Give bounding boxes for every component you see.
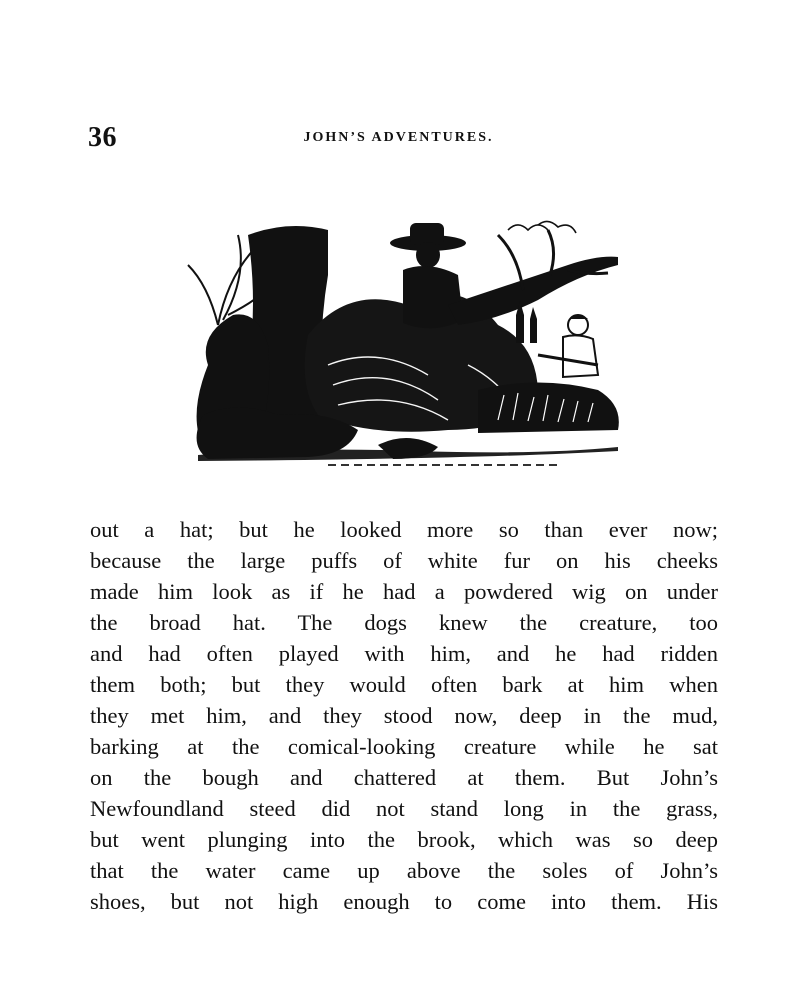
text-line: the broad hat. The dogs knew the creature, too [90,610,718,635]
running-title: JOHN’S ADVENTURES. [303,130,494,145]
text-line: and had often played with him, and he had ridden [90,641,718,666]
text-line: but went plunging into the brook, which was so deep [90,827,718,852]
body-text [90,514,718,917]
page-number: 36 [88,122,117,153]
text-line: because the large puffs of white fur on his cheeks [90,548,718,573]
text-line: barking at the comical-looking creature while he sat [90,734,718,759]
text-line: that the water came up above the soles of John’s [90,858,718,883]
text-line: Newfoundland steed did not stand long in the grass, [90,796,718,821]
text-line: made him look as if he had a powdered wig on under [90,579,718,604]
woodcut-illustration [178,215,628,473]
text-line: them both; but they would often bark at him when [90,672,718,697]
text-line: on the bough and chattered at them. But John’s [90,765,718,790]
text-line: shoes, but not high enough to come into them. His [90,889,718,914]
text-line: they met him, and they stood now, deep in the mud, [90,703,718,728]
text-line: out a hat; but he looked more so than ever now; [90,517,718,542]
